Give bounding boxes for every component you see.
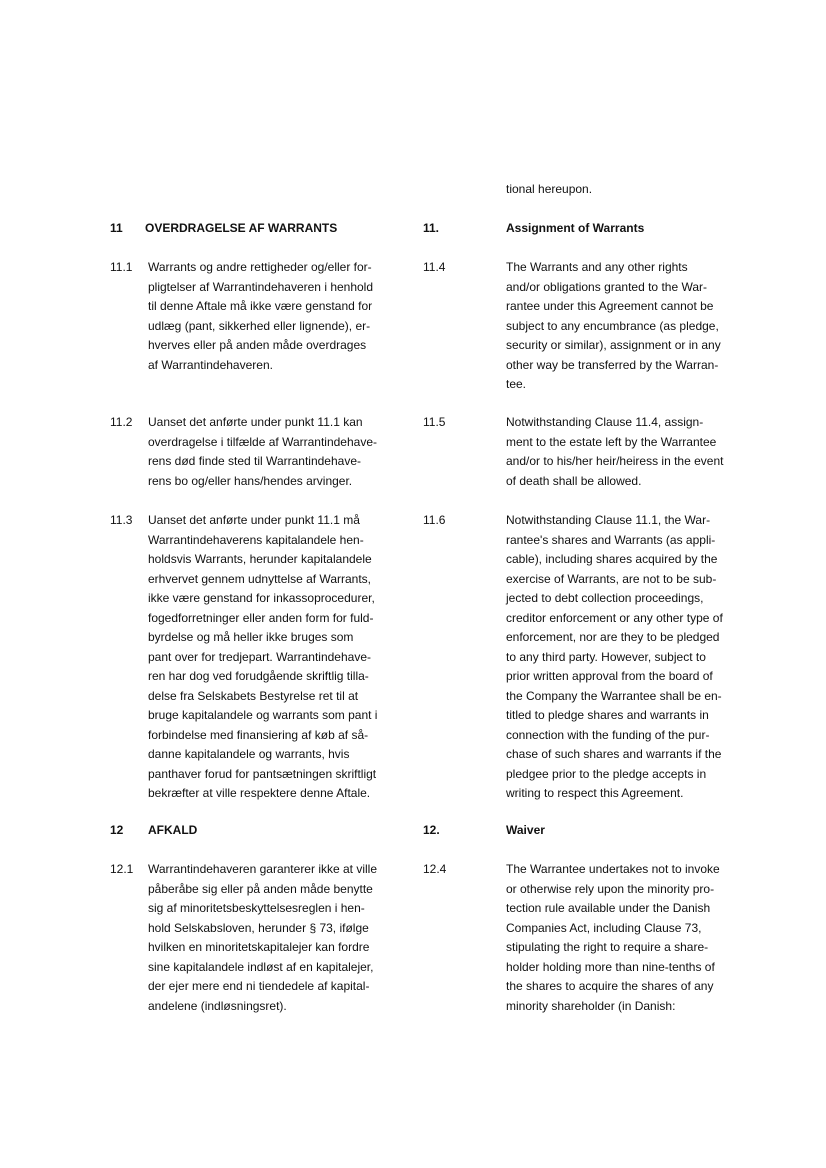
text-line: ikke være genstand for inkassoprocedurer, [148,591,375,605]
text-line: tection rule available under the Danish [506,901,711,915]
heading-number: 12 [110,823,124,837]
text-line: sine kapitalandele indløst af en kapitalejer, [148,959,374,974]
text-line: erhvervet gennem udnyttelse af Warrants, [148,571,371,586]
text-line: rantee's shares and Warrants (as appli- [506,532,716,547]
text-line: bekræfter at ville respektere denne Aftale. [148,786,371,800]
text-line: Warrants og andre rettigheder og/eller for- [148,260,372,274]
text-line: af Warrantindehaveren. [148,357,273,372]
clause-text [148,413,377,491]
text-line: creditor enforcement or any other type of [506,610,723,625]
text-line: writing to respect this Agreement. [506,786,684,800]
text-line: Uanset det anførte under punkt 11.1 må [148,513,360,527]
text-line: titled to pledge shares and warrants in [506,708,709,722]
text-line: pant over for tredjepart. Warrantindehave- [148,649,372,664]
text-line: byrdelse og må heller ikke bruges som [148,630,354,644]
text-line: påberåbe sig eller på anden måde benytte [148,881,373,896]
clause-text [148,860,377,1016]
clause-number: 11.1 [110,260,133,274]
clause-text [148,258,373,375]
text-line: danne kapitalandele og warrants, hvis [148,747,350,761]
text-line: Warrantindehaverens kapitalandele hen- [148,532,364,547]
text-line: to any third party. However, subject to [506,649,706,664]
text-line: Companies Act, including Clause 73, [506,920,702,935]
text-line: security or similar), assignment or in any [506,338,721,352]
clause-number: 12.4 [423,862,447,876]
text-line: Warrantindehaveren garanterer ikke at ville [148,862,378,876]
text-line: The Warrantee undertakes not to invoke [506,862,720,876]
text-line: holder holding more than nine-tenths of [506,959,715,974]
text-line: prior written approval from the board of [506,669,713,683]
text-line: andelene (indløsningsret). [148,998,287,1013]
heading-title: AFKALD [148,823,198,837]
text-line: rantee under this Agreement cannot be [506,299,714,313]
text-line: hold Selskabsloven, herunder § 73, ifølge [148,920,369,935]
text-line: the Company the Warrantee shall be en- [506,688,722,703]
text-line: stipulating the right to require a share- [506,940,709,954]
clause-text [506,511,723,804]
text-line: ment to the estate left by the Warrantee [506,434,717,449]
text-line: overdragelse i tilfælde af Warrantindehave- [148,434,378,449]
heading-number: 11 [110,221,123,235]
text-line: fogedforretninger eller anden form for fuld- [148,610,374,625]
text-line: udlæg (pant, sikkerhed eller lignende), er- [148,318,371,333]
text-line: til denne Aftale må ikke være genstand for [148,299,373,313]
clause-text [506,258,721,395]
text-line: subject to any encumbrance (as pledge, [506,318,719,333]
text-line: other way be transferred by the Warran- [506,357,719,372]
text-line: The Warrants and any other rights [506,260,688,274]
text-line: holdsvis Warrants, herunder kapitalandele [148,552,372,566]
clause-text [506,413,723,491]
clause-number: 11.5 [423,415,446,429]
heading-title: Waiver [506,823,545,837]
text-line: hvilken en minoritetskapitalejer kan fordre [148,940,370,954]
text-line: or otherwise rely upon the minority pro- [506,881,715,896]
clause-number: 11.4 [423,260,446,274]
clause-number: 11.2 [110,415,133,429]
text-line: ren har dog ved forudgående skriftlig tilla- [148,669,369,683]
text-line: pledgee prior to the pledge accepts in [506,766,707,781]
clause-text [506,860,720,1016]
heading-title: OVERDRAGELSE AF WARRANTS [145,221,338,235]
text-line: Notwithstanding Clause 11.1, the War- [506,513,711,527]
text-line: forbindelse med finansiering af køb af så- [148,727,369,742]
clause-number: 12.1 [110,862,134,876]
text-line: exercise of Warrants, are not to be sub- [506,571,717,586]
text-line: the shares to acquire the shares of any [506,979,714,993]
text-line: der ejer mere end ni tiendedele af kapital- [148,979,370,993]
text-line: chase of such shares and warrants if the [506,747,722,761]
text-line: hverves eller på anden måde overdrages [148,338,367,352]
heading-number: 12. [423,823,440,837]
text-line: pligtelser af Warrantindehaveren i henhold [148,279,374,294]
text-line: sig af minoritetsbeskyttelsesreglen i hen- [148,901,365,915]
text-line: delse fra Selskabets Bestyrelse ret til at [148,688,359,703]
heading-title: Assignment of Warrants [506,221,645,235]
clause-number: 11.3 [110,513,133,527]
text-line: Notwithstanding Clause 11.4, assign- [506,415,704,429]
text-line: rens bo og/eller hans/hendes arvinger. [148,473,353,488]
clause-text [148,511,377,804]
text-line: enforcement, nor are they to be pledged [506,630,720,644]
text-line: cable), including shares acquired by the [506,552,718,566]
text-line: of death shall be allowed. [506,473,642,488]
text-line: tee. [506,377,527,391]
text-line: bruge kapitalandele og warrants som pant i [148,708,378,722]
text-line: Uanset det anførte under punkt 11.1 kan [148,415,363,429]
heading-number: 11. [423,221,440,235]
carryover-text: tional hereupon. [506,182,593,196]
text-line: panthaver forud for pantsætningen skriftligt [148,766,377,781]
text-line: minority shareholder (in Danish: [506,998,676,1013]
text-line: and/or obligations granted to the War- [506,279,708,294]
clause-number: 11.6 [423,513,446,527]
text-line: jected to debt collection proceedings, [506,591,704,605]
text-line: and/or to his/her heir/heiress in the event [506,454,724,468]
text-line: rens død finde sted til Warrantindehave- [148,454,361,468]
text-line: connection with the funding of the pur- [506,727,710,742]
